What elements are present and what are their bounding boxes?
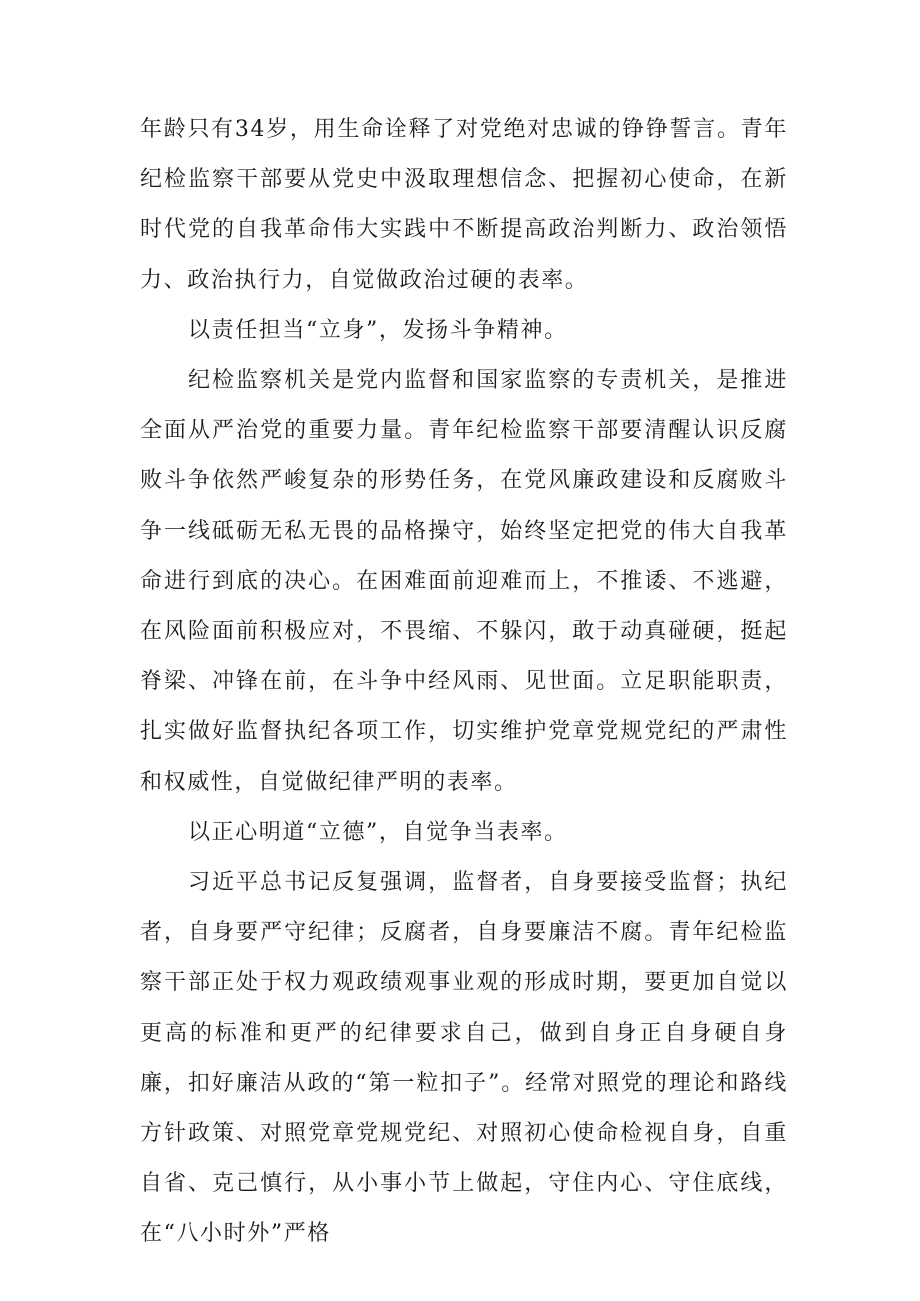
document-body [140, 105, 788, 1260]
paragraph-5: 习近平总书记反复强调，监督者，自身要接受监督；执纪者，自身要严守纪律；反腐者，自身要廉洁不腐。青年纪检监察干部正处于权力观政绩观事业观的形成时期，要更加自觉以更高的标准和更严的纪律要求自己，做到自身正自身硬自身廉，扣好廉洁从政的“第一粒扣子”。经常对照党的理论和路线方针政策、对照党章党规党纪、对照初心使命检视自身，自重自省、克己慎行，从小事小节上做起，守住内心、守住底线，在“八小时外”严格 [140, 870, 788, 1247]
paragraph-2-heading: 以责任担当“立身”，发扬斗争精神。 [188, 317, 568, 343]
paragraph-1: 年龄只有34岁，用生命诠释了对党绝对忠诚的铮铮誓言。青年纪检监察干部要从党史中汲取理想信念、把握初心使命，在新时代党的自我革命伟大实践中不断提高政治判断力、政治领悟力、政治执行力，自觉做政治过硬的表率。 [140, 117, 788, 293]
paragraph-4-heading: 以正心明道“立德”，自觉争当表率。 [188, 819, 568, 845]
paragraph-3: 纪检监察机关是党内监督和国家监察的专责机关，是推进全面从严治党的重要力量。青年纪检监察干部要清醒认识反腐败斗争依然严峻复杂的形势任务，在党风廉政建设和反腐败斗争一线砥砺无私无畏的品格操守，始终坚定把党的伟大自我革命进行到底的决心。在困难面前迎难而上，不推诿、不逃避，在风险面前积极应对，不畏缩、不躲闪，敢于动真碰硬，挺起脊梁、冲锋在前，在斗争中经风雨、见世面。立足职能职责，扎实做好监督执纪各项工作，切实维护党章党规党纪的严肃性和权威性，自觉做纪律严明的表率。 [140, 368, 788, 795]
